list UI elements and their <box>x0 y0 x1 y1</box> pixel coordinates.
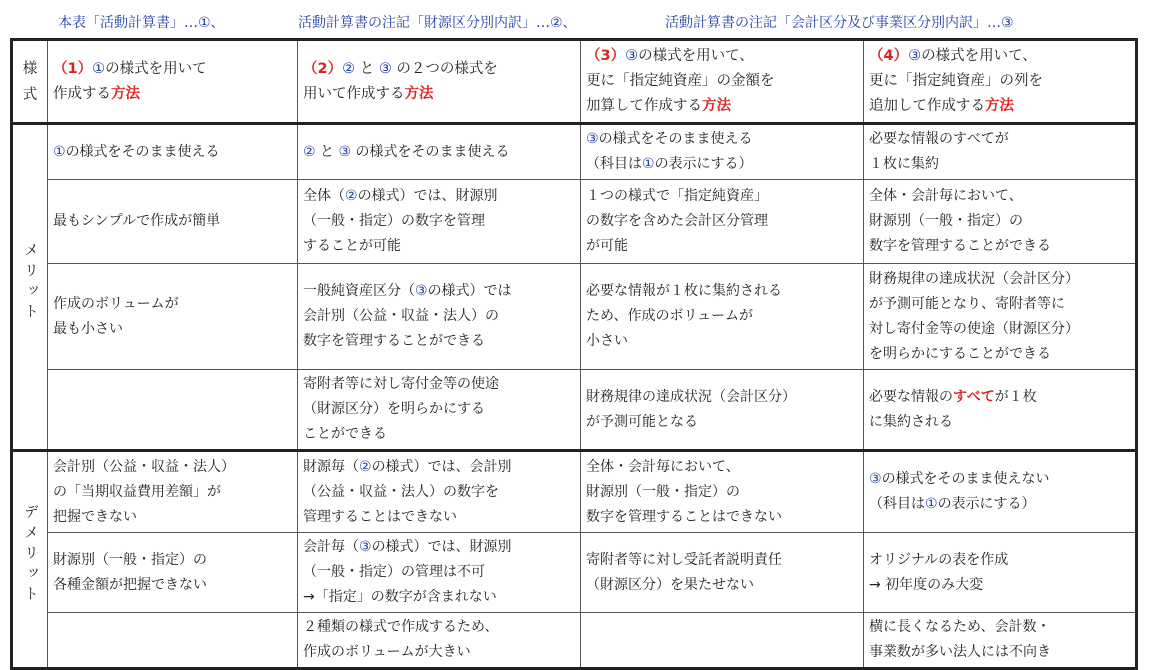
merit-r4-c1 <box>48 370 298 451</box>
merit-r1-c3: ③の様式をそのまま使える （科目は①の表示にする） <box>581 124 864 180</box>
legend-item-2: 活動計算書の注記「財源区分別内訳」…②、 <box>298 15 577 31</box>
demerit-r2-c4: オリジナルの表を作成 → 初年度のみ大変 <box>864 533 1137 613</box>
merit-r3-c3: 必要な情報が１枚に集約される ため、作成のボリュームが 小さい <box>581 264 864 370</box>
merit-r3-c1: 作成のボリュームが 最も小さい <box>48 264 298 370</box>
merit-r4-c2: 寄附者等に対し寄付金等の使途 （財源区分）を明らかにする ことができる <box>298 370 581 451</box>
merit-r3-c2: 一般純資産区分（③の様式）では 会計別（公益・収益・法人）の 数字を管理することができる <box>298 264 581 370</box>
merit-r2-c2: 全体（②の様式）では、財源別 （一般・指定）の数字を管理 することが可能 <box>298 180 581 264</box>
demerit-r1-c2: 財源毎（②の様式）では、会計別 （公益・収益・法人）の数字を 管理することはできない <box>298 451 581 533</box>
merit-r1-c4: 必要な情報のすべてが １枚に集約 <box>864 124 1137 180</box>
merit-r4-c3: 財務規律の達成状況（会計区分） が予測可能となる <box>581 370 864 451</box>
comparison-table <box>10 38 1138 670</box>
demerit-r3-c1 <box>48 613 298 669</box>
legend-bar <box>0 6 1151 36</box>
merit-r2-c1: 最もシンプルで作成が簡単 <box>48 180 298 264</box>
legend-item-1: 本表「活動計算書」…①、 <box>58 15 225 31</box>
demerit-r2-c2: 会計毎（③の様式）では、財源別 （一般・指定）の管理は不可 →「指定」の数字が含まれない <box>298 533 581 613</box>
header-method-1: （1）①の様式を用いて 作成する方法 <box>48 40 298 124</box>
merit-r1-c2: ② と ③ の様式をそのまま使える <box>298 124 581 180</box>
demerit-r3-c2: ２種類の様式で作成するため、 作成のボリュームが大きい <box>298 613 581 669</box>
merit-r2-c4: 全体・会計毎において、 財源別（一般・指定）の 数字を管理することができる <box>864 180 1137 264</box>
header-row <box>12 40 1137 124</box>
demerit-r1-c1: 会計別（公益・収益・法人） の「当期収益費用差額」が 把握できない <box>48 451 298 533</box>
merit-r2-c3: １つの様式で「指定純資産」 の数字を含めた会計区分管理 が可能 <box>581 180 864 264</box>
demerit-r3-c3 <box>581 613 864 669</box>
legend-item-3: 活動計算書の注記「会計区分及び事業区分別内訳」…③ <box>665 15 1014 31</box>
merit-row-4 <box>12 370 1137 451</box>
demerit-r3-c4: 横に長くなるため、会計数・ 事業数が多い法人には不向き <box>864 613 1137 669</box>
merit-label-cell: メリット <box>12 124 48 451</box>
merit-r4-c4: 必要な情報のすべてが１枚 に集約される <box>864 370 1137 451</box>
demerit-row-3 <box>12 613 1137 669</box>
header-style-cell: 様式 <box>12 40 48 124</box>
header-method-2: （2）② と ③ の２つの様式を 用いて作成する方法 <box>298 40 581 124</box>
merit-row-1 <box>12 124 1137 180</box>
demerit-r2-c1: 財源別（一般・指定）の 各種金額が把握できない <box>48 533 298 613</box>
merit-r3-c4: 財務規律の達成状況（会計区分） が予測可能となり、寄附者等に 対し寄付金等の使途（財源区分） を明らかにすることができる <box>864 264 1137 370</box>
merit-row-3 <box>12 264 1137 370</box>
demerit-label-cell: デメリット <box>12 451 48 669</box>
demerit-row-1 <box>12 451 1137 533</box>
header-method-3: （3）③の様式を用いて、 更に「指定純資産」の金額を 加算して作成する方法 <box>581 40 864 124</box>
demerit-r1-c4: ③の様式をそのまま使えない （科目は①の表示にする） <box>864 451 1137 533</box>
merit-row-2 <box>12 180 1137 264</box>
demerit-r1-c3: 全体・会計毎において、 財源別（一般・指定）の 数字を管理することはできない <box>581 451 864 533</box>
header-method-4: （4）③の様式を用いて、 更に「指定純資産」の列を 追加して作成する方法 <box>864 40 1137 124</box>
demerit-r2-c3: 寄附者等に対し受託者説明責任 （財源区分）を果たせない <box>581 533 864 613</box>
demerit-row-2 <box>12 533 1137 613</box>
merit-r1-c1: ①の様式をそのまま使える <box>48 124 298 180</box>
